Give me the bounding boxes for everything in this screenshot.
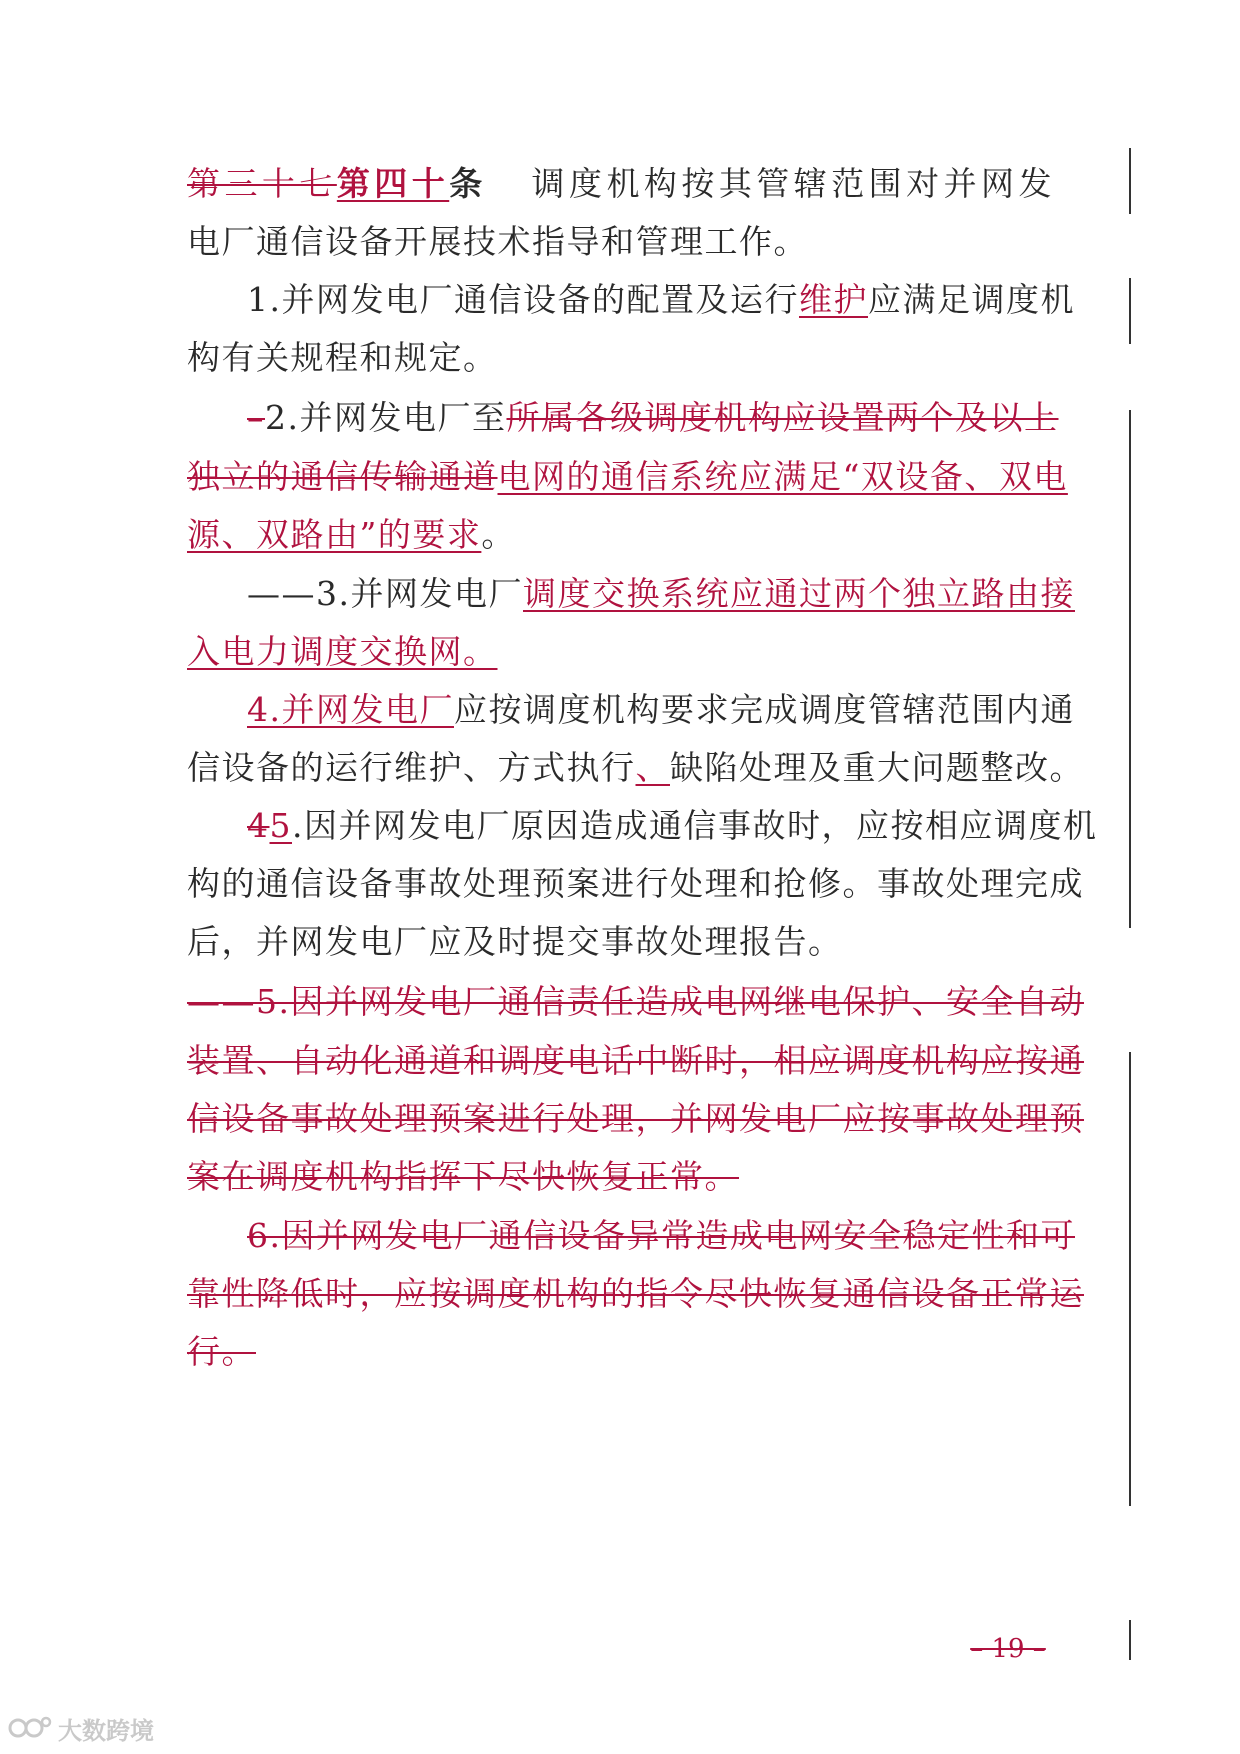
text-run: 4 [247,806,270,845]
watermark [8,1712,154,1744]
text-run: 4.并网发电厂 [247,690,454,729]
text-run: 调度交换系统应通过两个独立路由接 [523,574,1075,613]
item-1-line-2: 构有关规程和规定。 [187,338,498,377]
page-number: – 19 – [970,1634,1046,1664]
change-bar [1129,148,1131,214]
text-run: —— [247,574,316,613]
text-run: 所属各级调度机构应设置两个及以上 [506,398,1059,437]
text-run: 应按调度机构要求完成调度管辖范围内通 [454,690,1075,729]
text-run: 缺陷处理及重大问题整改。 [670,748,1084,787]
change-bar [1129,1620,1131,1660]
text-run: 1.并网发电厂通信设备的配置及运行 [247,280,799,319]
text-run: .因并网发电厂原因造成通信事故时，应按相应调度机 [292,806,1098,845]
text-run: 第三十七 [187,164,337,203]
text-run: 电网的通信系统应满足“双设备、双电 [497,457,1068,496]
deleted-item-6-line-2: 靠性降低时，应按调度机构的指令尽快恢复通信设备正常运 [187,1274,1084,1313]
article-heading-line [187,162,1053,206]
deleted-item-5-line-3: 信设备事故处理预案进行处理，并网发电厂应按事故处理预 [187,1099,1084,1138]
text-run: 3.并网发电厂 [316,574,523,613]
watermark-logo-icon [8,1713,52,1743]
deleted-item-5-line-1: ——5.因并网发电厂通信责任造成电网继电保护、安全自动 [187,982,1084,1021]
text-run: 2.并网发电厂至 [265,398,507,437]
item-5-line-2: 构的通信设备事故处理预案进行处理和抢修。事故处理完成 [187,864,1084,903]
deleted-item-6-line-3: 行。 [187,1332,256,1371]
deleted-item-5-line-2: 装置、自动化通道和调度电话中断时，相应调度机构应按通 [187,1041,1084,1080]
change-bar [1129,278,1131,344]
item-1-line-1 [247,278,1075,322]
text-run: 源、双路由”的要求 [187,515,482,554]
change-bar [1129,1052,1131,1506]
text-run: 调度机构按其管辖范围对并网发 [486,164,1054,203]
item-2-line-2 [187,455,1068,499]
item-4-line-2 [187,746,1084,790]
text-run: – [247,398,265,437]
text-run: 条 [449,164,487,203]
text-run: 独立的通信传输通道 [187,457,498,496]
change-bar [1129,410,1131,928]
item-3-line-1 [247,572,1075,616]
deleted-item-6-line-1: 6.因并网发电厂通信设备异常造成电网安全稳定性和可 [247,1216,1075,1255]
article-body-line: 电厂通信设备开展技术指导和管理工作。 [187,222,808,261]
watermark-text: 大数跨境 [58,1716,154,1745]
text-run: 信设备的运行维护、方式执行 [187,748,636,787]
text-run: 应满足调度机 [868,280,1075,319]
item-4-line-1 [247,688,1075,732]
text-run: 。 [481,515,516,554]
text-run: 、 [635,748,670,787]
text-run: 维护 [799,280,868,319]
item-5-line-1 [247,804,1098,848]
item-5-line-3: 后，并网发电厂应及时提交事故处理报告。 [187,922,843,961]
item-2-line-3 [187,513,1053,557]
text-run: 第四十 [336,164,450,203]
item-2-line-1 [247,396,1059,440]
text-run: 入电力调度交换网。 [187,632,498,671]
item-3-line-2 [187,630,1053,674]
deleted-item-5-line-4: 案在调度机构指挥下尽快恢复正常。 [187,1157,739,1196]
text-run: 5 [269,806,292,845]
